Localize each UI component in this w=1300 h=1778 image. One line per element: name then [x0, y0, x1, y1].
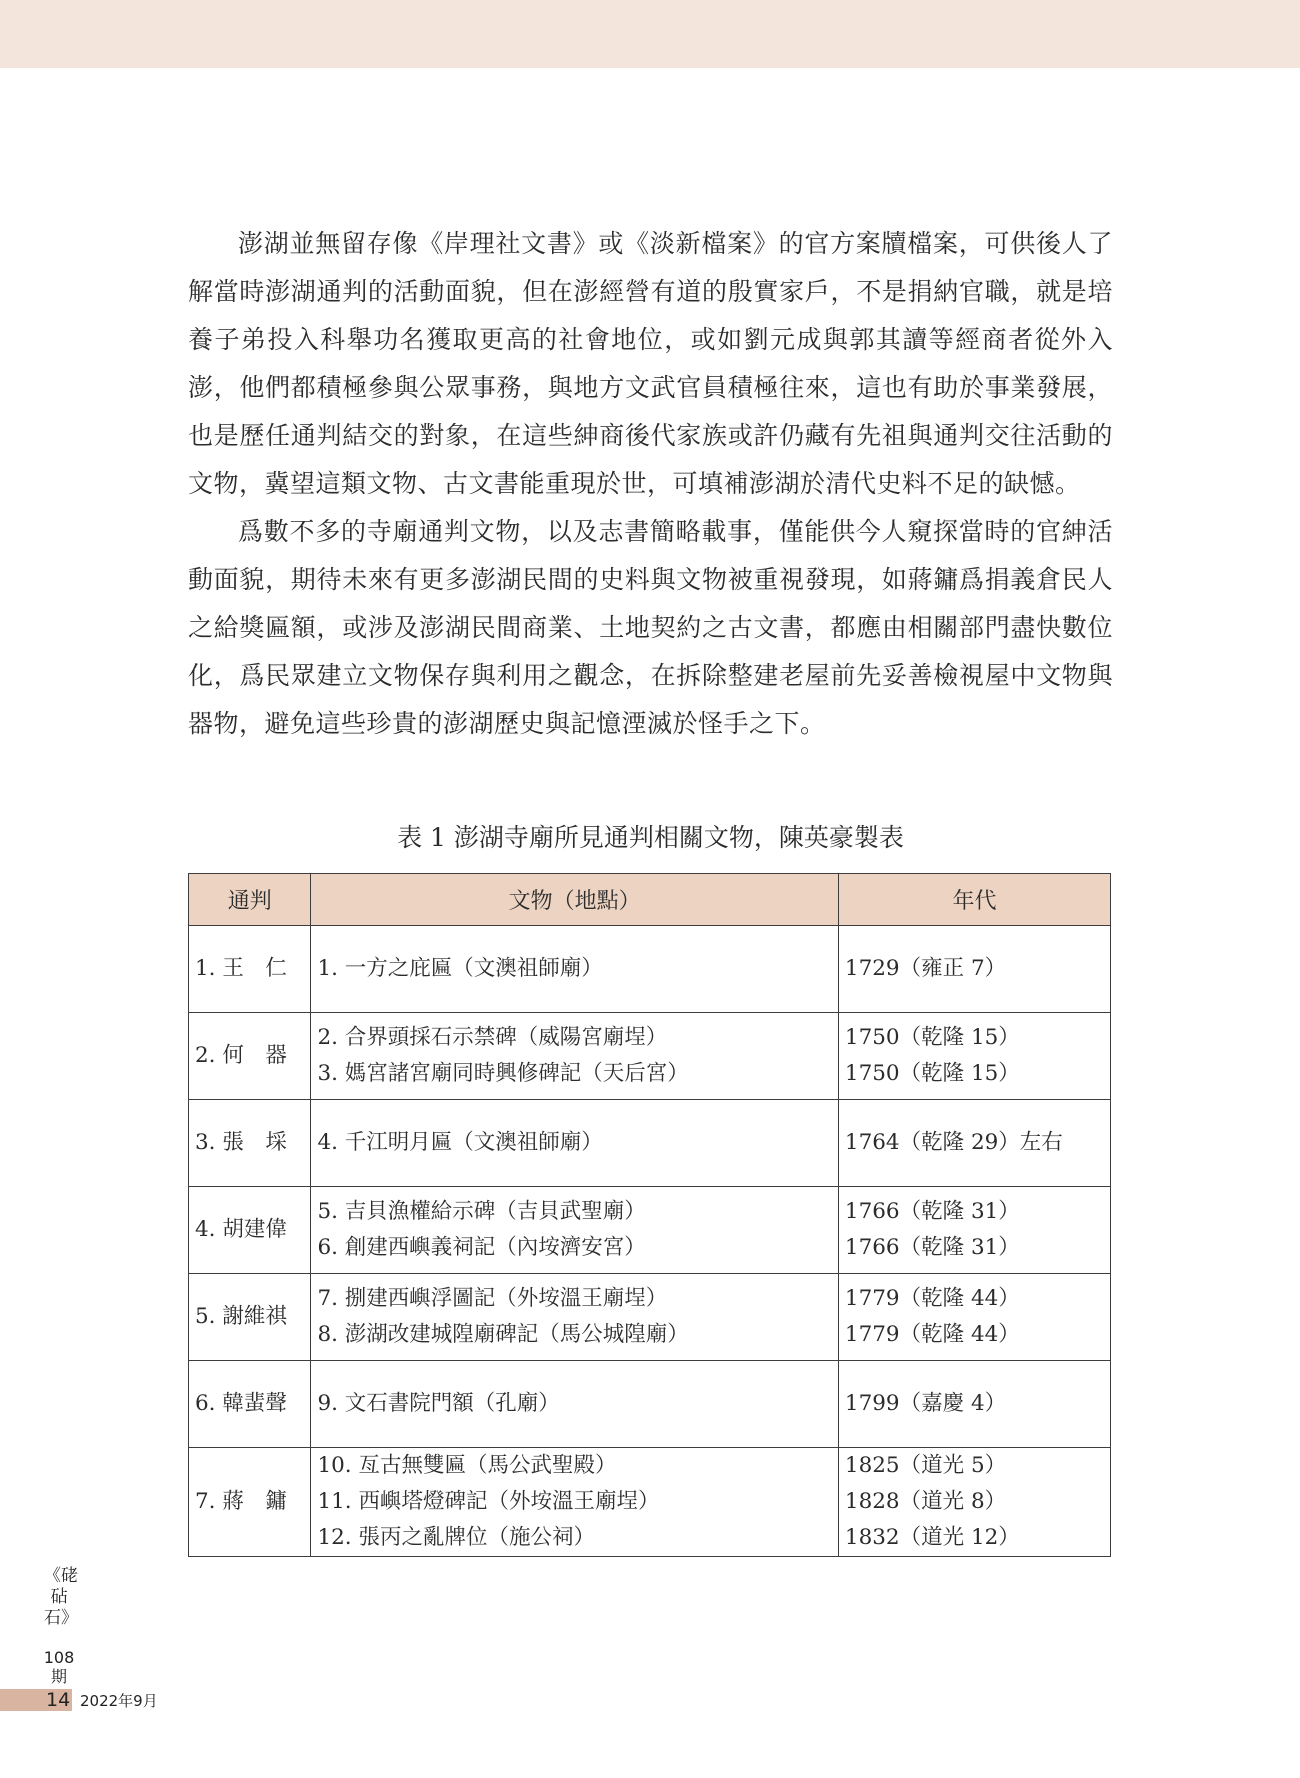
paragraph-1: 澎湖並無留存像《岸理社文書》或《淡新檔案》的官方案牘檔案，可供後人了解當時澎湖通判的活動面貌，但在澎經營有道的殷實家戶，不是捐納官職，就是培養子弟投入科舉功名獲取更高的社會地位，或如劉元成與郭其讀等經商者從外入澎，他們都積極參與公眾事務，與地方文武官員積極往來，這也有助於事業發展，也是歷任通判結交的對象，在這些紳商後代家族或許仍藏有先祖與通判交往活動的文物，冀望這類文物、古文書能重現於世，可填補澎湖於清代史料不足的缺憾。 — [188, 229, 1113, 498]
dates-cell — [838, 1013, 1110, 1100]
date-item: 1825（道光 5） — [844, 1453, 1007, 1478]
table-header-row — [189, 874, 1111, 926]
official-cell: 4. 胡建偉 — [189, 1187, 311, 1274]
relic-item: 12. 張丙之亂牌位（施公祠） — [317, 1525, 595, 1550]
table-row — [189, 1274, 1111, 1361]
date-item: 1766（乾隆 31） — [844, 1199, 1020, 1224]
official-cell: 1. 王 仁 — [189, 926, 311, 1013]
relic-item: 11. 西嶼塔燈碑記（外垵溫王廟埕） — [317, 1489, 660, 1514]
official-cell: 7. 蔣 鏞 — [189, 1448, 311, 1557]
relics-cell — [311, 1100, 838, 1187]
dates-cell — [838, 926, 1110, 1013]
dates-cell — [838, 1448, 1110, 1557]
relic-item: 2. 合界頭採石示禁碑（威陽宮廟埕） — [317, 1025, 668, 1050]
magazine-title: 《硓砧石》 — [44, 1566, 78, 1628]
relic-item: 9. 文石書院門額（孔廟） — [317, 1391, 560, 1416]
relic-item: 10. 亙古無雙匾（馬公武聖殿） — [317, 1453, 617, 1478]
relic-item: 4. 千江明月匾（文澳祖師廟） — [317, 1130, 603, 1155]
top-decorative-band — [0, 0, 1300, 68]
relic-item: 7. 捌建西嶼浮圖記（外垵溫王廟埕） — [317, 1286, 668, 1311]
issue-suffix: 期 — [50, 1667, 67, 1686]
official-cell: 3. 張 埰 — [189, 1100, 311, 1187]
official-cell: 5. 謝維祺 — [189, 1274, 311, 1361]
table-row — [189, 1361, 1111, 1448]
table-row — [189, 926, 1111, 1013]
issue-date: 2022年9月 — [80, 1692, 158, 1710]
dates-cell — [838, 1100, 1110, 1187]
header-official: 通判 — [189, 874, 311, 926]
date-item: 1779（乾隆 44） — [844, 1322, 1020, 1347]
dates-cell — [838, 1187, 1110, 1274]
date-item: 1799（嘉慶 4） — [844, 1391, 1007, 1416]
table-row — [189, 1187, 1111, 1274]
relic-item: 3. 媽宮諸宮廟同時興修碑記（天后宮） — [317, 1061, 689, 1086]
official-cell: 2. 何 器 — [189, 1013, 311, 1100]
relics-cell — [311, 1274, 838, 1361]
relics-cell — [311, 1361, 838, 1448]
paragraph-2: 爲數不多的寺廟通判文物，以及志書簡略載事，僅能供今人窺探當時的官紳活動面貌，期待未來有更多澎湖民間的史料與文物被重視發現，如蔣鏞爲捐義倉民人之給獎匾額，或涉及澎湖民間商業、土地契約之古文書，都應由相關部門盡快數位化，爲民眾建立文物保存與利用之觀念，在拆除整建老屋前先妥善檢視屋中文物與器物，避免這些珍貴的澎湖歷史與記憶湮滅於怪手之下。 — [188, 517, 1113, 738]
dates-cell — [838, 1361, 1110, 1448]
date-item: 1764（乾隆 29）左右 — [844, 1130, 1063, 1155]
relics-cell — [311, 1448, 838, 1557]
relics-cell — [311, 1013, 838, 1100]
page-number: 14 — [46, 1689, 71, 1711]
date-item: 1729（雍正 7） — [844, 956, 1007, 981]
table-row — [189, 1100, 1111, 1187]
table-row — [189, 1013, 1111, 1100]
dates-cell — [838, 1274, 1110, 1361]
header-dates: 年代 — [838, 874, 1110, 926]
date-item: 1750（乾隆 15） — [844, 1061, 1020, 1086]
article-body — [188, 220, 1113, 748]
table-caption: 表 1 澎湖寺廟所見通判相關文物，陳英豪製表 — [397, 823, 904, 852]
issue-label — [40, 1648, 78, 1686]
table-row — [189, 1448, 1111, 1557]
relic-item: 1. 一方之庇匾（文澳祖師廟） — [317, 956, 603, 981]
relic-item: 8. 澎湖改建城隍廟碑記（馬公城隍廟） — [317, 1322, 689, 1347]
relic-item: 5. 吉貝漁權給示碑（吉貝武聖廟） — [317, 1199, 646, 1224]
official-cell: 6. 韓蜚聲 — [189, 1361, 311, 1448]
relics-cell — [311, 1187, 838, 1274]
issue-number: 108 — [43, 1648, 75, 1667]
date-item: 1766（乾隆 31） — [844, 1235, 1020, 1260]
date-item: 1828（道光 8） — [844, 1489, 1007, 1514]
relic-item: 6. 創建西嶼義祠記（內垵濟安宮） — [317, 1235, 646, 1260]
header-relics: 文物（地點） — [311, 874, 838, 926]
relics-table — [188, 873, 1111, 1557]
date-item: 1832（道光 12） — [844, 1525, 1020, 1550]
date-item: 1750（乾隆 15） — [844, 1025, 1020, 1050]
date-item: 1779（乾隆 44） — [844, 1286, 1020, 1311]
relics-cell — [311, 926, 838, 1013]
